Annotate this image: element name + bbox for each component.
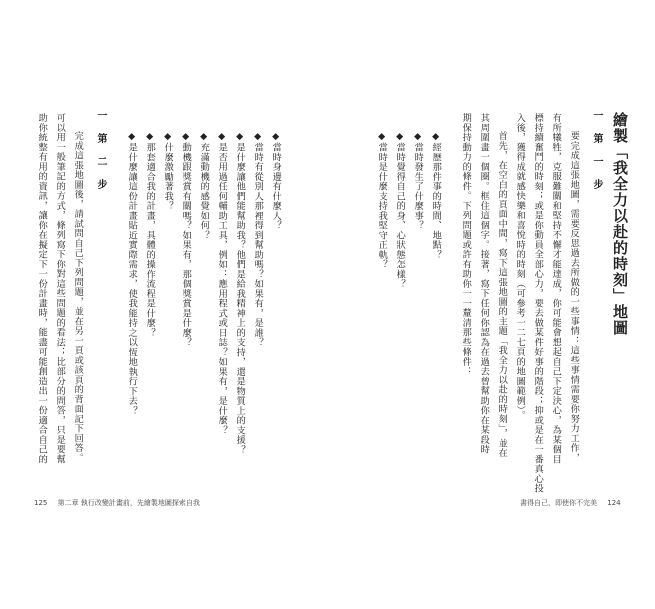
page-title: 繪製「我全力以赴的時刻」地圖 bbox=[611, 112, 629, 336]
bullet-icon: ◆ bbox=[234, 131, 246, 143]
page-number: 124 bbox=[607, 499, 621, 507]
body-line: 標持續奮鬥的時刻；或是你動員全部心力，要去做某件好事的階段；抑或是在一番真心投 bbox=[532, 113, 544, 494]
list-item: ◆動機跟獎賞有關嗎？如果有，那個獎賞是什麼？ bbox=[180, 131, 192, 348]
list-item: ◆充滿動機的感覺如何？ bbox=[198, 131, 210, 241]
section-heading-step-one: 一 第 一 步 bbox=[591, 110, 602, 190]
list-item: ◆當時發生了什麼事？ bbox=[412, 131, 424, 231]
section-heading-step-two: 一 第 二 步 bbox=[95, 110, 106, 190]
list-item: ◆是什麼讓他們能幫助我？他們是給我精神上的支持，還是物質上的支援？ bbox=[234, 131, 246, 455]
body-line: 完成這張地圖後，請試問自己下列問題，並在另一頁或該頁的背面記下回答。 bbox=[72, 131, 84, 463]
bullet-icon: ◆ bbox=[270, 131, 282, 143]
body-line: 助你統整有用的資訊，讓你在擬定下一份計畫時，能盡可能創造出一份適合自己的 bbox=[36, 113, 48, 464]
bullet-icon: ◆ bbox=[376, 131, 388, 143]
bullet-icon: ◆ bbox=[126, 131, 138, 143]
bullet-icon: ◆ bbox=[144, 131, 156, 143]
list-item: ◆那套適合我的計畫，具體的操作流程是什麼？ bbox=[144, 131, 156, 338]
running-footer: 第二章 執行改變計畫前，先繪製地圖探索自我 bbox=[57, 499, 200, 507]
bullet-icon: ◆ bbox=[430, 131, 442, 143]
bullet-icon: ◆ bbox=[394, 131, 406, 143]
bullet-icon: ◆ bbox=[252, 131, 264, 143]
list-item: ◆當時覺得自己的身、心狀態怎樣？ bbox=[394, 131, 406, 289]
body-line: 期保持動力的條件。下列問題或許有助你一一釐清那些條件： bbox=[460, 113, 472, 377]
list-item: ◆什麼激勵著我？ bbox=[162, 131, 174, 211]
running-footer: 書得自己，即使你不完美 bbox=[520, 499, 597, 507]
bullet-icon: ◆ bbox=[412, 131, 424, 143]
body-line: 要完成這張地圖，需要反思過去所做的一些事情：這些事情需要你努力工作， bbox=[568, 131, 580, 463]
bullet-icon: ◆ bbox=[216, 131, 228, 143]
list-item: ◆當時身邊有什麼人？ bbox=[270, 131, 282, 231]
list-item: ◆是什麼讓這份計畫貼近實際需求，使我能持之以恆地執行下去？ bbox=[126, 131, 138, 416]
body-line: 其周圍畫一個圈。框住這個字。接著，寫下任何你認為在過去曾幫助你在某段時 bbox=[478, 113, 490, 455]
body-line: 入後，獲得成就感快樂和喜悅時的時刻（可參考一二七頁的地圖範例）。 bbox=[514, 113, 526, 421]
body-line: 有所犧牲，克服難關和堅持不懈才能達成，你可能會想起自己下定決心，為某個目 bbox=[550, 113, 562, 464]
body-line: 首先，在空白的頁面中間，寫下這張地圖的主題「我全力以赴的時刻」，並在 bbox=[496, 131, 508, 458]
bullet-icon: ◆ bbox=[180, 131, 192, 143]
list-item: ◆當時是什麼支持我堅守正軌？ bbox=[376, 131, 388, 270]
list-item: ◆當時有從別人那裡得到幫助嗎？如果有，是誰？ bbox=[252, 131, 264, 348]
bullet-icon: ◆ bbox=[162, 131, 174, 143]
list-item: ◆是否用過任何輔助工具，例如：應用程式或日誌？如果有，是什麼？ bbox=[216, 131, 228, 436]
page-number: 125 bbox=[34, 499, 48, 507]
bullet-icon: ◆ bbox=[198, 131, 210, 143]
left-page-footer bbox=[34, 498, 200, 508]
right-page-footer bbox=[520, 498, 621, 508]
list-item: ◆經歷那件事的時間、地點？ bbox=[430, 131, 442, 260]
body-line: 可以用一般筆記的方式，條列寫下你對這些問題的看法；比部分的問答，只是要幫 bbox=[54, 113, 66, 464]
